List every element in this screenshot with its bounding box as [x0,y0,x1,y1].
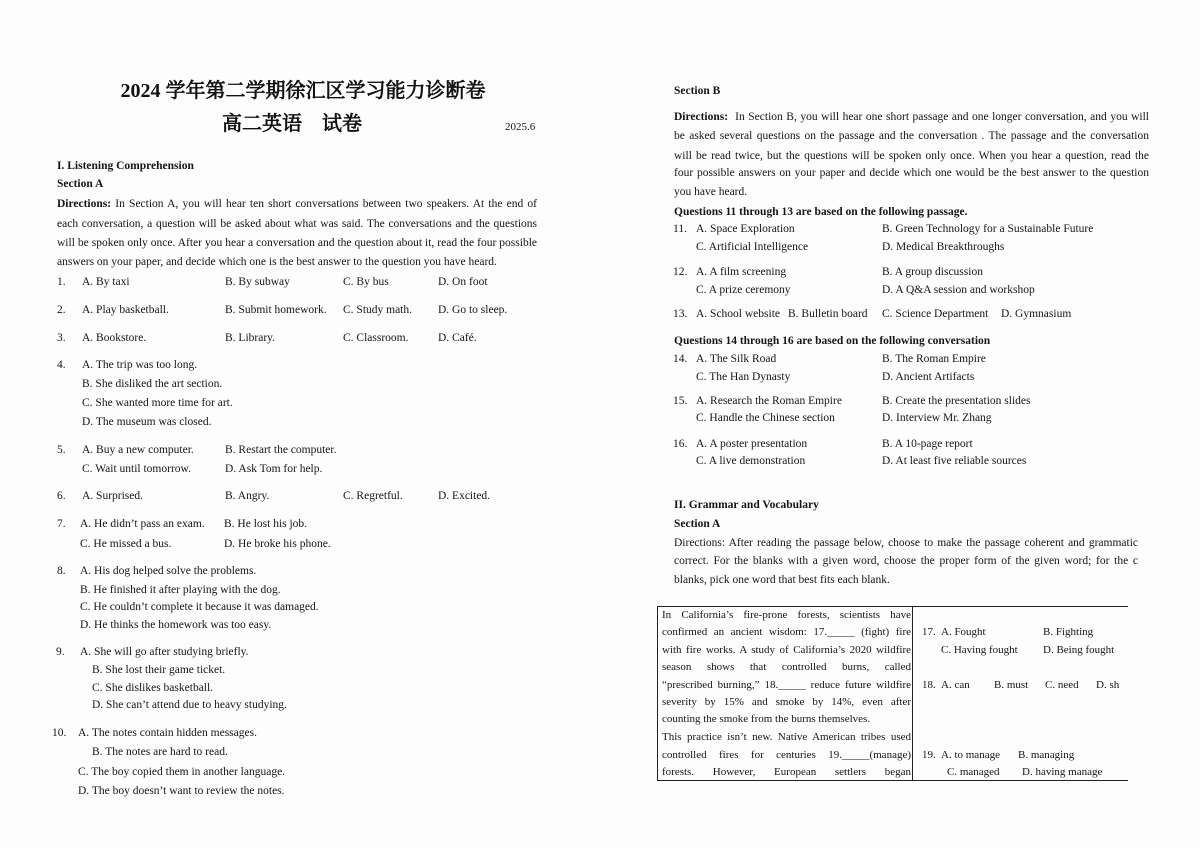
answer-option: A. Research the Roman Empire [696,395,842,407]
answer-option: D. Medical Breakthroughs [882,241,1005,253]
blank-option: C. managed [947,766,1000,778]
question-number: 16. [673,438,688,450]
question-number: 1. [57,276,66,288]
answer-option: A. Space Exploration [696,223,795,235]
blank-option: C. Having fought [941,644,1018,656]
directions-line: Directions: After reading the passage below, choose to make the passage coherent and grammatic [674,537,1138,549]
directions-line: will be spoken only once. After you hear a conversation and the question about it, read the four possible [57,237,537,249]
answer-option: B. Angry. [225,490,270,502]
answer-option: B. Restart the computer. [225,444,337,456]
section-heading: Section A [674,518,721,530]
answer-option: A. A film screening [696,266,787,278]
answer-option: C. A prize ceremony [696,284,791,296]
answer-option: B. A 10-page report [882,438,973,450]
answer-option: D. Ancient Artifacts [882,371,975,383]
question-number: 8. [57,565,66,577]
question-number: 3. [57,332,66,344]
exam-date: 2025.6 [505,121,536,133]
answer-option: D. Go to sleep. [438,304,508,316]
answer-option: D. She can’t attend due to heavy studying. [92,699,287,711]
answer-option: A. A poster presentation [696,438,808,450]
question-number: 13. [673,308,688,320]
answer-option: A. Bookstore. [82,332,147,344]
answer-option: A. School website [696,308,781,320]
answer-option: C. Study math. [343,304,413,316]
question-group-heading: Questions 14 through 16 are based on the following conversation [674,335,991,347]
answer-option: C. She dislikes basketball. [92,682,214,694]
answer-option: A. The trip was too long. [82,359,198,371]
section-heading: Section A [57,178,104,190]
answer-option: C. Handle the Chinese section [696,412,835,424]
directions-line: answers on your paper, and decide which one is the best answer to the question you have heard. [57,256,497,268]
answer-option: D. On foot [438,276,488,288]
answer-option: A. His dog helped solve the problems. [80,565,257,577]
question-number: 9. [56,646,65,658]
answer-option: A. Play basketball. [82,304,169,316]
answer-option: B. Green Technology for a Sustainable Future [882,223,1094,235]
blank-number: 17. [922,626,936,638]
blank-option: D. sh [1096,679,1120,691]
blank-number: 19. [922,749,936,761]
passage-line: severity by 15% and smoke by 14%, even after [662,696,911,708]
blank-option: A. can [941,679,970,691]
answer-option: C. Wait until tomorrow. [82,463,191,475]
blank-option: A. to manage [941,749,1000,761]
answer-option: D. Ask Tom for help. [225,463,323,475]
answer-option: A. Surprised. [82,490,144,502]
question-number: 5. [57,444,66,456]
directions-line: you have heard. [674,186,748,198]
answer-option: D. Café. [438,332,477,344]
answer-option: C. By bus [343,276,389,288]
question-number: 10. [52,727,67,739]
directions-label: Directions: [674,111,729,123]
answer-option: C. She wanted more time for art. [82,397,233,409]
question-number: 11. [673,223,687,235]
passage-line: controlled fires for centuries 19._____(manage) [662,749,911,761]
answer-option: D. Interview Mr. Zhang [882,412,992,424]
section-heading: Section B [674,85,721,97]
passage-line: “prescribed burning,” 18._____ reduce future wildfire [662,679,911,691]
answer-option: A. He didn’t pass an exam. [80,518,205,530]
directions-line: will be read twice, but the questions will be spoken only once. When you hear a question, read the [674,150,1149,162]
part-heading: II. Grammar and Vocabulary [674,499,819,511]
question-number: 2. [57,304,66,316]
blank-option: D. having manage [1022,766,1103,778]
answer-option: B. He lost his job. [224,518,308,530]
answer-option: C. The boy copied them in another language. [78,766,286,778]
answer-option: D. At least five reliable sources [882,455,1027,467]
answer-option: B. Submit homework. [225,304,327,316]
answer-option: B. She lost their game ticket. [92,664,226,676]
answer-option: C. The Han Dynasty [696,371,791,383]
answer-option: A. By taxi [82,276,130,288]
answer-option: A. Buy a new computer. [82,444,194,456]
answer-option: B. The notes are hard to read. [92,746,228,758]
passage-line: counting the smoke from the burns themselves. [662,713,871,725]
directions-label: Directions: [57,198,112,210]
passage-line: confirmed an ancient wisdom: 17._____ (fight) fire [662,626,911,638]
question-number: 14. [673,353,688,365]
directions-line: blanks, pick one word that best fits each blank. [674,574,890,586]
answer-option: D. The museum was closed. [82,416,212,428]
answer-option: C. He couldn’t complete it because it was damaged. [80,601,319,613]
answer-option: D. A Q&A session and workshop [882,284,1035,296]
question-number: 15. [673,395,688,407]
answer-option: D. The boy doesn’t want to review the notes. [78,785,285,797]
directions-line: be asked several questions on the passage and the conversation . The passage and the conversation [674,130,1149,142]
answer-option: B. He finished it after playing with the dog. [80,584,281,596]
passage-line: In California’s fire-prone forests, scientists have [662,609,911,621]
question-group-heading: Questions 11 through 13 are based on the following passage. [674,206,968,218]
answer-option: B. She disliked the art section. [82,378,223,390]
answer-option: C. Science Department [882,308,989,320]
answer-option: D. Excited. [438,490,491,502]
answer-option: A. The notes contain hidden messages. [78,727,257,739]
answer-option: B. By subway [225,276,290,288]
passage-line: with fire works. A study of California’s 2020 wildfire [662,644,911,656]
blank-option: B. must [994,679,1029,691]
table-divider [912,606,913,781]
directions-line: each conversation, a question will be asked about what was said. The conversations and the questions [57,218,537,230]
answer-option: B. A group discussion [882,266,983,278]
answer-option: D. He thinks the homework was too easy. [80,619,272,631]
answer-option: D. He broke his phone. [224,538,331,550]
exam-title: 2024 学年第二学期徐汇区学习能力诊断卷 [120,80,486,102]
directions-line: four possible answers on your paper and decide which one would be the best answer to the question [674,167,1149,179]
blank-option: C. need [1045,679,1079,691]
blank-option: B. Fighting [1043,626,1094,638]
passage-line: This practice isn’t new. Native American tribes used [662,731,911,743]
part-heading: I. Listening Comprehension [57,160,194,172]
question-number: 4. [57,359,66,371]
blank-option: A. Fought [941,626,986,638]
blank-option: D. Being fought [1043,644,1115,656]
answer-option: B. Create the presentation slides [882,395,1031,407]
answer-option: C. Classroom. [343,332,409,344]
answer-option: A. She will go after studying briefly. [80,646,249,658]
question-number: 7. [57,518,66,530]
answer-option: C. Artificial Intelligence [696,241,809,253]
question-number: 12. [673,266,688,278]
answer-option: C. He missed a bus. [80,538,172,550]
answer-option: D. Gymnasium [1001,308,1072,320]
answer-option: B. The Roman Empire [882,353,986,365]
answer-option: B. Bulletin board [788,308,868,320]
directions-line [674,110,1149,124]
blank-number: 18. [922,679,936,691]
passage-line: season shows that controlled burns, called [662,661,911,673]
answer-option: C. A live demonstration [696,455,806,467]
directions-text: In Section B, you will hear one short passage and one longer conversation, and you will [735,111,1149,123]
exam-subtitle: 高二英语 试卷 [222,113,362,135]
answer-option: C. Regretful. [343,490,403,502]
answer-option: B. Library. [225,332,276,344]
question-number: 6. [57,490,66,502]
directions-line: correct. For the blanks with a given word, choose the proper form of the given word; for the c [674,555,1138,567]
directions-text: In Section A, you will hear ten short conversations between two speakers. At the end of [115,198,537,210]
blank-option: B. managing [1018,749,1075,761]
passage-line: forests. However, European settlers began [662,766,911,778]
answer-option: A. The Silk Road [696,353,777,365]
directions-line [57,197,537,211]
